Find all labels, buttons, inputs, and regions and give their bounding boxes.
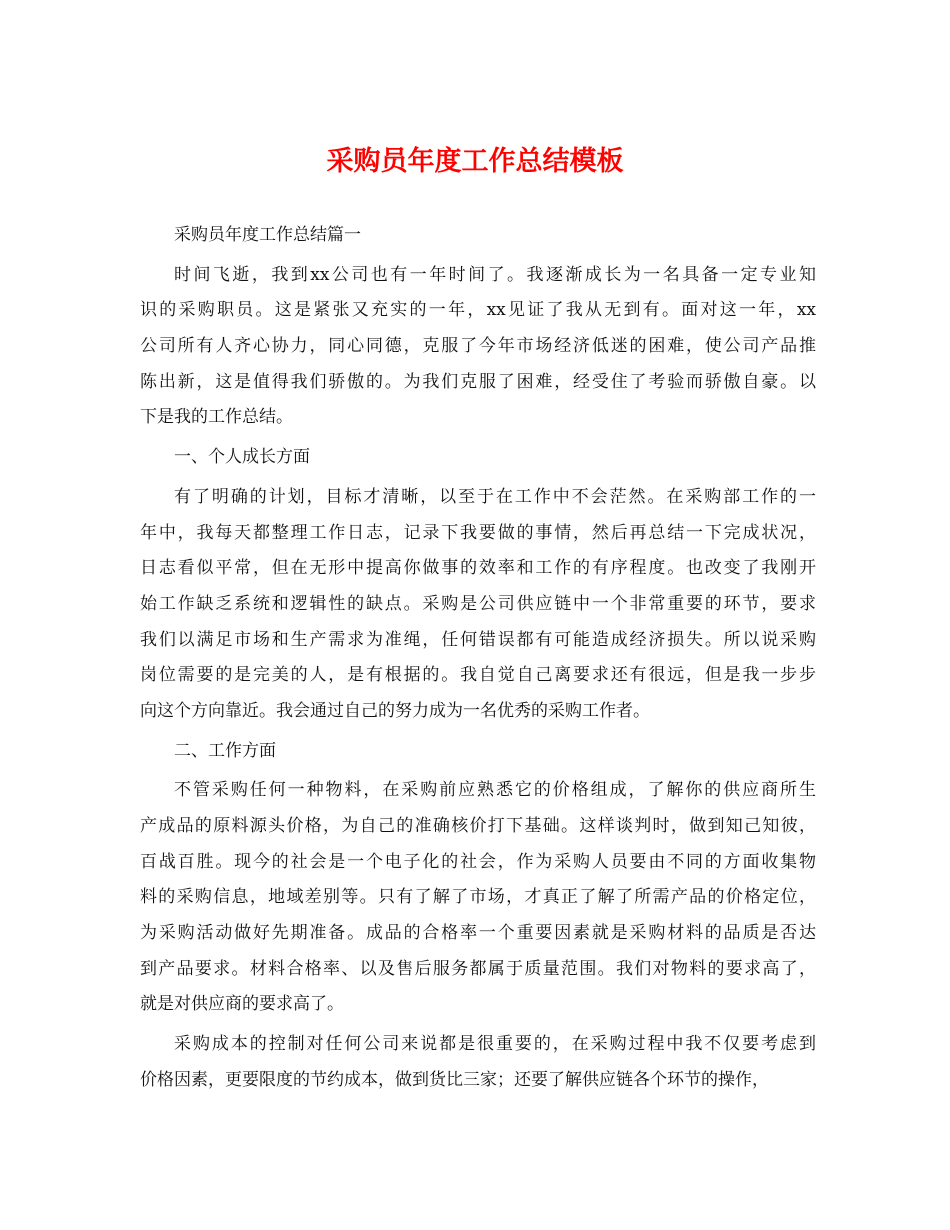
section-heading <box>140 734 816 770</box>
text-line: 产成品的原料源头价格，为自己的准确核价打下基础。这样谈判时，做到知己知彼， <box>140 816 816 836</box>
text-line: 公司所有人齐心协力，同心同德，克服了今年市场经济低迷的困难，使公司产品推 <box>140 336 816 357</box>
text-line: 时间飞逝，我到xx公司也有一年时间了。我逐渐成长为一名具备一定专业知 <box>174 264 816 285</box>
text-line: 岗位需要的是完美的人，是有根据的。我自觉自己离要求还有很远，但是我一步步 <box>140 665 816 686</box>
section-heading <box>140 218 816 254</box>
text-line: 为采购活动做好先期准备。成品的合格率一个重要因素就是采购材料的品质是否达 <box>140 923 816 944</box>
text-line: 向这个方向靠近。我会通过自己的努力成为一名优秀的采购工作者。 <box>140 700 650 721</box>
text-line: 有了明确的计划，目标才清晰，以至于在工作中不会茫然。在采购部工作的一 <box>174 486 816 507</box>
document-title: 采购员年度工作总结模板 <box>326 146 624 177</box>
text-line: 采购员年度工作总结篇一 <box>174 225 361 245</box>
body-paragraph <box>140 258 816 436</box>
text-line: 始工作缺乏系统和逻辑性的缺点。采购是公司供应链中一个非常重要的环节，要求 <box>140 593 816 614</box>
text-line: 到产品要求。材料合格率、以及售后服务都属于质量范围。我们对物料的要求高了， <box>140 958 816 979</box>
text-line: 识的采购职员。这是紧张又充实的一年，xx见证了我从无到有。面对这一年，xx <box>140 300 816 321</box>
text-line: 料的采购信息，地域差别等。只有了解了市场，才真正了解了所需产品的价格定位， <box>140 887 816 908</box>
text-line: 二、工作方面 <box>174 740 276 761</box>
text-line: 不管采购任何一种物料，在采购前应熟悉它的价格组成，了解你的供应商所生 <box>174 780 816 801</box>
text-line: 就是对供应商的要求高了。 <box>140 994 344 1015</box>
body-paragraph <box>140 1027 816 1098</box>
text-line: 一、个人成长方面 <box>174 447 310 468</box>
document-body <box>140 218 816 1103</box>
text-line: 我们以满足市场和生产需求为准绳，任何错误都有可能造成经济损失。所以说采购 <box>140 629 816 650</box>
text-line: 价格因素，更要限度的节约成本，做到货比三家；还要了解供应链各个环节的操作， <box>140 1069 769 1090</box>
section-heading <box>140 440 816 476</box>
body-paragraph <box>140 480 816 730</box>
text-line: 年中，我每天都整理工作日志，记录下我要做的事情，然后再总结一下完成状况， <box>140 522 816 543</box>
body-paragraph <box>140 773 816 1023</box>
text-line: 日志看似平常，但在无形中提高你做事的效率和工作的有序程度。也改变了我刚开 <box>140 558 816 579</box>
text-line: 下是我的工作总结。 <box>140 407 293 428</box>
text-line: 百战百胜。现今的社会是一个电子化的社会，作为采购人员要由不同的方面收集物 <box>140 851 816 872</box>
text-line: 陈出新，这是值得我们骄傲的。为我们克服了困难，经受住了考验而骄傲自豪。以 <box>140 371 816 392</box>
text-line: 采购成本的控制对任何公司来说都是很重要的，在采购过程中我不仅要考虑到 <box>174 1034 816 1055</box>
